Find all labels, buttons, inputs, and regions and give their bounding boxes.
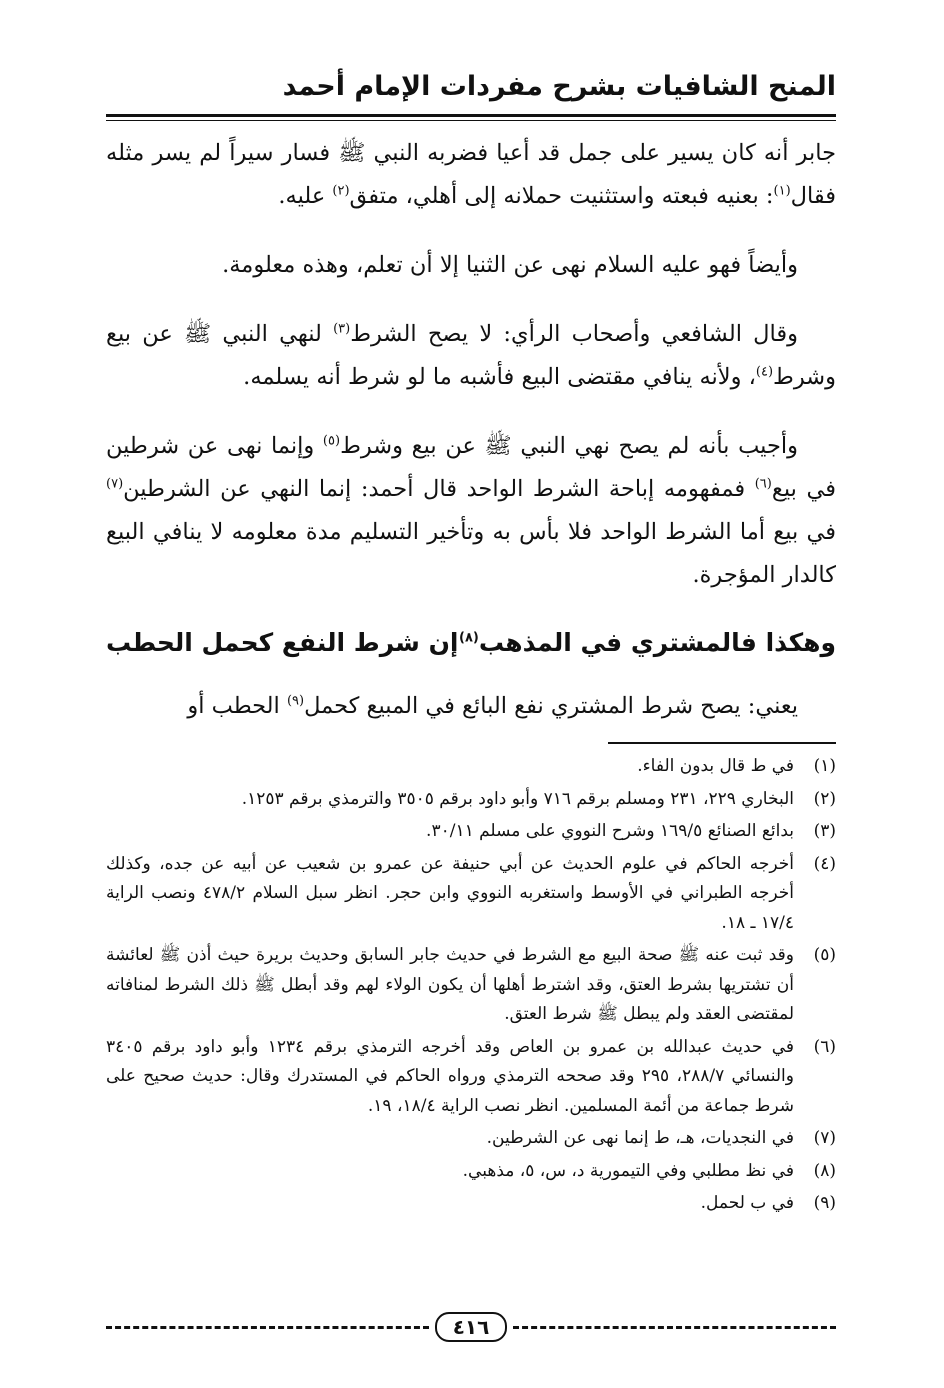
text-run: الحطب أو xyxy=(187,693,287,719)
page-number: ٤١٦ xyxy=(435,1312,508,1342)
text-run: وإنما نهى عن شرطين في بيع xyxy=(106,433,836,502)
text-run: لنهي النبي ﷺ عن بيع وشرط xyxy=(106,321,836,390)
footnote xyxy=(106,1124,836,1154)
footnote-number: (١) xyxy=(813,756,836,776)
footnote-ref: (١) xyxy=(773,183,791,199)
footnote xyxy=(106,1189,836,1219)
footnote-ref: (٥) xyxy=(322,433,341,449)
text-run: يعني: يصح شرط المشتري نفع البائع في المبيع كحمل xyxy=(304,693,798,719)
text-run: وأيضاً فهو عليه السلام نهى عن الثنيا إلا أن تعلم، وهذه معلومة. xyxy=(222,252,798,278)
footnote-text: في ب لحمل. xyxy=(700,1193,794,1213)
main-text xyxy=(106,132,836,754)
header-rule-thin xyxy=(106,120,836,121)
footnote xyxy=(106,941,836,1030)
poem-right-hemistich: وهكذا فالمشتري في المذهب$^{(٨)}$ xyxy=(458,628,836,657)
header-rule-thick xyxy=(106,114,836,117)
footnote-ref: (٢) xyxy=(332,183,350,199)
footnote-number: (٦) xyxy=(813,1036,836,1057)
footnote-number: (٧) xyxy=(813,1128,836,1148)
footnote xyxy=(106,1033,836,1122)
folio-dashed-line xyxy=(106,1326,429,1329)
commentary-paragraph xyxy=(106,685,836,728)
footnote-ref: (٣) xyxy=(333,321,351,337)
footnote-ref: (٩) xyxy=(286,693,305,709)
footnote-ref: (٧) xyxy=(106,476,124,492)
footnote-text: في نظ مطلبي وفي التيمورية د، س، ٥، مذهبي. xyxy=(462,1160,794,1181)
text-run: : بعنيه فبعته واستثنيت حملانه إلى أهلي، متفق xyxy=(349,183,774,209)
text-run: ، ولأنه ينافي مقتضى البيع فأشبه ما لو شرط أنه يسلمه. xyxy=(243,364,756,390)
footnote-number: (٤) xyxy=(813,853,836,874)
paragraph xyxy=(106,313,836,399)
poem-verse xyxy=(106,623,836,663)
footnote-text: البخاري ٢٢٩، ٢٣١ ومسلم برقم ٧١٦ وأبو داود برقم ٣٥٠٥ والترمذي برقم ١٢٥٣. xyxy=(241,788,794,809)
footnote-text: في ط قال بدون الفاء. xyxy=(637,756,794,776)
footnote-number: (٩) xyxy=(813,1193,836,1213)
footnote-text: في حديث عبدالله بن عمرو بن العاص وقد أخرجه الترمذي برقم ١٢٣٤ وأبو داود برقم ٣٤٠٥ والنسائي ٢٨٨/٧، ٢٩٥ وقد صححه الترمذي ورواه الحاكم في المستدرك وقال: حديث صحيح على شرط جماعة من أئمة المسلمين. انظر نصب الراية ١٨/٤، ١٩. xyxy=(106,1036,794,1116)
footnote xyxy=(106,752,836,782)
footnotes xyxy=(106,752,836,1222)
poem-left-hemistich: إن شرط النفع كحمل الحطب xyxy=(106,628,459,657)
text-run: وأجيب بأنه لم يصح نهي النبي ﷺ عن بيع وشرط xyxy=(340,433,799,459)
footnote-number: (٨) xyxy=(813,1160,836,1181)
folio-dashed-line xyxy=(513,1326,836,1329)
footnote-text: أخرجه الحاكم في علوم الحديث عن أبي حنيفة عن عمرو بن شعيب عن أبيه عن جده، وكذلك أخرجه الطبراني في الأوسط واستغربه النووي وابن حجر. انظر سبل السلام ٤٧٨/٢ ونصب الراية ١٧/٤ ـ ١٨. xyxy=(106,853,794,933)
page-number-ornament xyxy=(106,1312,836,1342)
footnote xyxy=(106,1157,836,1187)
paragraph xyxy=(106,425,836,597)
footnote-number: (٣) xyxy=(813,821,836,841)
footnote xyxy=(106,785,836,815)
footnote-text: وقد ثبت عنه ﷺ صحة البيع مع الشرط في حديث جابر السابق وحديث بريرة حيث أذن ﷺ لعائشة أن تشتريها بشرط العتق، وقد اشترط أهلها أن يكون الولاء لهم وقد أبطل ﷺ ذلك الشرط لمنافاته لمقتضى العقد ولم يبطل ﷺ شرط العتق. xyxy=(106,945,794,1024)
text-run: في بيع أما الشرط الواحد فلا بأس به وتأخير التسليم مدة معلومه لا ينافي البيع كالدار المؤجرة. xyxy=(106,519,836,588)
footnote-number: (٢) xyxy=(813,788,836,809)
text-run: جابر أنه كان يسير على جمل قد أعيا فضربه النبي ﷺ فسار سيراً لم يسر مثله فقال xyxy=(106,140,836,209)
text-run: وقال الشافعي وأصحاب الرأي: لا يصح الشرط xyxy=(350,321,798,347)
footnote-text: في النجديات، هـ، ط إنما نهى عن الشرطين. xyxy=(486,1128,794,1148)
running-head: المنح الشافيات بشرح مفردات الإمام أحمد xyxy=(282,71,836,102)
footnote-ref: (٤) xyxy=(755,364,774,380)
text-run: عليه. xyxy=(278,183,333,209)
footnote-ref: (٨) xyxy=(458,630,479,646)
footnote xyxy=(106,850,836,939)
footnote-number: (٥) xyxy=(813,945,836,965)
text-run: فمفهومه إباحة الشرط الواحد قال أحمد: إنما النهي عن الشرطين xyxy=(123,476,755,502)
footnote-ref: (٦) xyxy=(754,476,772,492)
footnote-separator xyxy=(608,742,836,744)
paragraph xyxy=(106,132,836,218)
paragraph xyxy=(106,244,836,287)
footnote xyxy=(106,817,836,847)
footnote-text: بدائع الصنائع ١٦٩/٥ وشرح النووي على مسلم ٣٠/١١. xyxy=(426,821,794,841)
